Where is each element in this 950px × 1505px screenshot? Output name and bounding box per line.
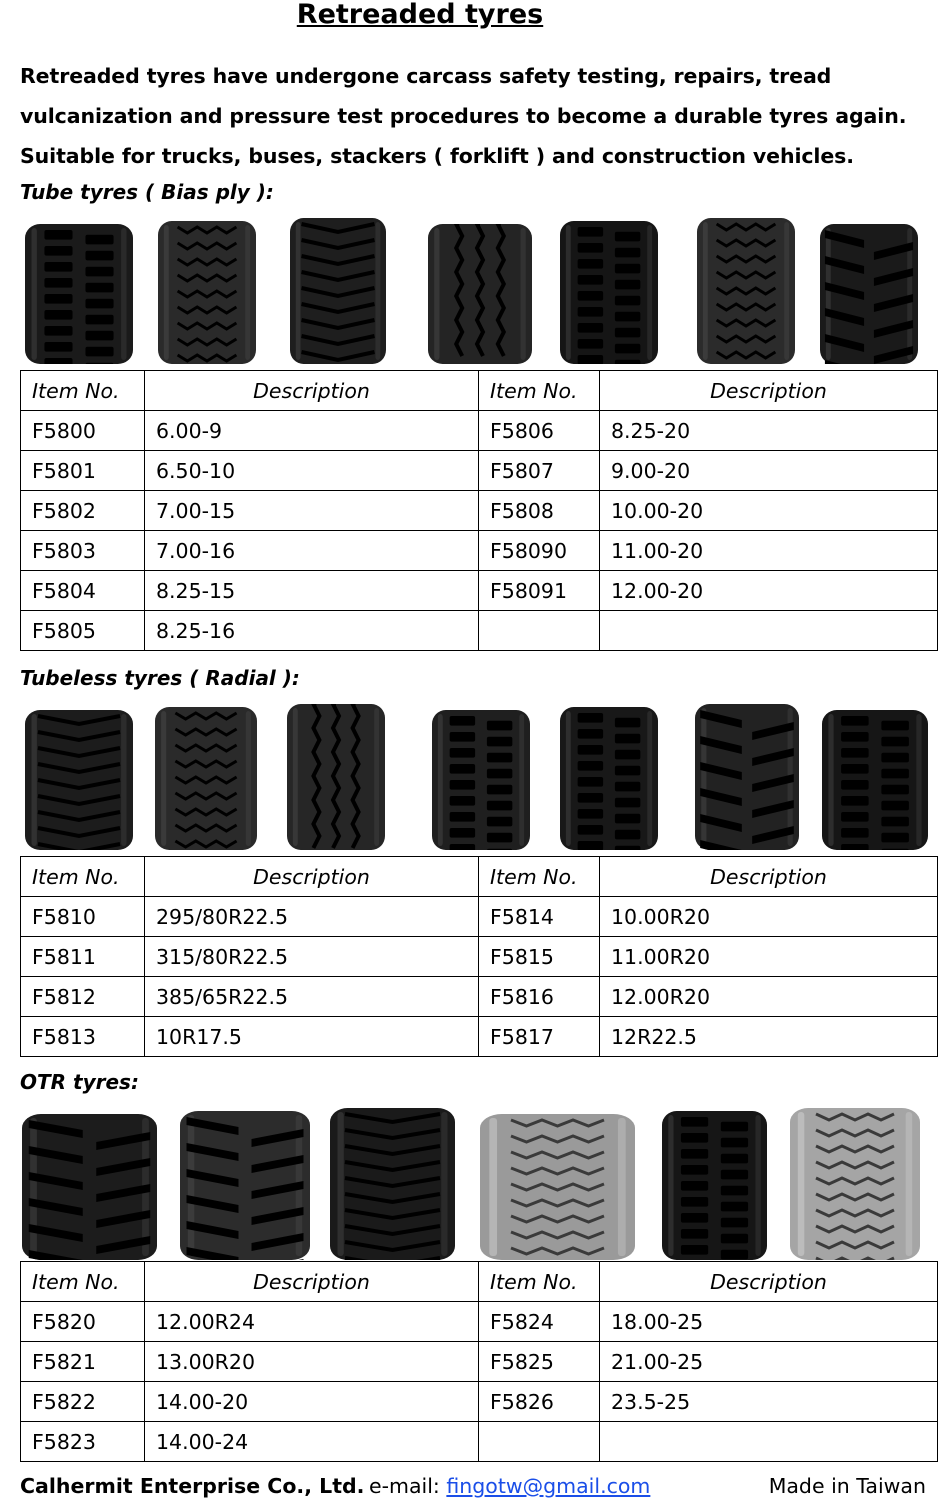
tyre-image xyxy=(290,218,386,364)
email-label: e-mail: xyxy=(369,1474,440,1498)
description-cell: 14.00-24 xyxy=(145,1422,479,1462)
tyre-image xyxy=(662,1111,767,1260)
description-cell: 6.50-10 xyxy=(145,451,479,491)
section-heading-otr: OTR tyres: xyxy=(20,1070,139,1094)
item-number-cell: F5801 xyxy=(21,451,145,491)
item-number-cell: F5826 xyxy=(479,1382,600,1422)
description-cell: 11.00R20 xyxy=(600,937,938,977)
table-header-row xyxy=(21,371,938,411)
tyre-image xyxy=(180,1111,310,1260)
description-cell: 385/65R22.5 xyxy=(145,977,479,1017)
table-header-row xyxy=(21,1262,938,1302)
item-number-cell: F5803 xyxy=(21,531,145,571)
tyre-image xyxy=(287,704,385,850)
description-cell: 9.00-20 xyxy=(600,451,938,491)
section-heading-tubeless: Tubeless tyres ( Radial ): xyxy=(20,666,300,690)
description-cell: 10.00-20 xyxy=(600,491,938,531)
description-cell xyxy=(600,611,938,651)
description-cell: 23.5-25 xyxy=(600,1382,938,1422)
tyre-image xyxy=(695,704,799,850)
page-title: Retreaded tyres xyxy=(296,0,544,30)
tyre-image xyxy=(25,710,133,850)
item-number-cell: F5805 xyxy=(21,611,145,651)
column-header-description: Description xyxy=(145,371,479,411)
tyre-image xyxy=(330,1108,455,1260)
item-number-cell: F5817 xyxy=(479,1017,600,1057)
table-row xyxy=(21,611,938,651)
table-header-row xyxy=(21,857,938,897)
column-header-item-no: Item No. xyxy=(21,1262,145,1302)
tyre-image xyxy=(560,221,658,364)
item-number-cell: F5800 xyxy=(21,411,145,451)
footer xyxy=(20,1470,930,1502)
item-number-cell: F5808 xyxy=(479,491,600,531)
description-cell: 295/80R22.5 xyxy=(145,897,479,937)
description-cell: 6.00-9 xyxy=(145,411,479,451)
table-row xyxy=(21,1302,938,1342)
column-header-description: Description xyxy=(600,857,938,897)
table-row xyxy=(21,491,938,531)
section-heading-tube: Tube tyres ( Bias ply ): xyxy=(20,180,274,204)
company-name: Calhermit Enterprise Co., Ltd. xyxy=(20,1474,365,1498)
description-cell: 18.00-25 xyxy=(600,1302,938,1342)
item-number-cell: F5802 xyxy=(21,491,145,531)
description-cell: 7.00-16 xyxy=(145,531,479,571)
tyre-image xyxy=(697,218,795,364)
column-header-item-no: Item No. xyxy=(479,371,600,411)
item-number-cell: F5813 xyxy=(21,1017,145,1057)
description-cell: 8.25-15 xyxy=(145,571,479,611)
tubeless-tyres-table xyxy=(20,856,938,1057)
item-number-cell: F5814 xyxy=(479,897,600,937)
tyre-images-tube xyxy=(0,218,950,364)
item-number-cell: F5825 xyxy=(479,1342,600,1382)
table-row xyxy=(21,411,938,451)
email-link[interactable]: fingotw@gmail.com xyxy=(446,1474,651,1498)
column-header-description: Description xyxy=(145,857,479,897)
item-number-cell: F5821 xyxy=(21,1342,145,1382)
description-cell: 14.00-20 xyxy=(145,1382,479,1422)
description-cell: 10.00R20 xyxy=(600,897,938,937)
tyre-image xyxy=(432,710,530,850)
item-number-cell: F58091 xyxy=(479,571,600,611)
column-header-description: Description xyxy=(600,371,938,411)
item-number-cell: F5807 xyxy=(479,451,600,491)
table-row xyxy=(21,977,938,1017)
tyre-image xyxy=(155,707,257,850)
description-cell: 13.00R20 xyxy=(145,1342,479,1382)
tube-tyres-table xyxy=(20,370,938,651)
table-row xyxy=(21,1017,938,1057)
item-number-cell: F5816 xyxy=(479,977,600,1017)
item-number-cell: F5820 xyxy=(21,1302,145,1342)
description-cell xyxy=(600,1422,938,1462)
description-cell: 11.00-20 xyxy=(600,531,938,571)
description-cell: 8.25-16 xyxy=(145,611,479,651)
tyre-image xyxy=(820,224,918,364)
table-row xyxy=(21,451,938,491)
table-row xyxy=(21,1382,938,1422)
item-number-cell: F5806 xyxy=(479,411,600,451)
tyre-image xyxy=(822,710,928,850)
tyre-image xyxy=(560,707,658,850)
description-cell: 12R22.5 xyxy=(600,1017,938,1057)
description-cell: 21.00-25 xyxy=(600,1342,938,1382)
description-cell: 315/80R22.5 xyxy=(145,937,479,977)
description-cell: 12.00R20 xyxy=(600,977,938,1017)
table-row xyxy=(21,897,938,937)
column-header-item-no: Item No. xyxy=(21,857,145,897)
item-number-cell: F5823 xyxy=(21,1422,145,1462)
otr-tyres-table xyxy=(20,1261,938,1462)
item-number-cell: F5815 xyxy=(479,937,600,977)
item-number-cell: F5824 xyxy=(479,1302,600,1342)
tyre-image xyxy=(25,224,133,364)
tyre-images-tubeless xyxy=(0,704,950,850)
description-cell: 7.00-15 xyxy=(145,491,479,531)
intro-paragraph: Retreaded tyres have undergone carcass safety testing, repairs, tread vulcanization and pressure test procedures to become a durable tyres again. Suitable for trucks, buses, stackers ( forklift ) and construction vehicles. xyxy=(20,64,907,168)
item-number-cell xyxy=(479,1422,600,1462)
description-cell: 12.00R24 xyxy=(145,1302,479,1342)
table-row xyxy=(21,1422,938,1462)
tyre-image xyxy=(428,224,532,364)
tyre-image xyxy=(480,1114,635,1260)
tyre-images-otr xyxy=(0,1108,950,1260)
column-header-description: Description xyxy=(145,1262,479,1302)
description-cell: 8.25-20 xyxy=(600,411,938,451)
description-cell: 10R17.5 xyxy=(145,1017,479,1057)
item-number-cell: F5822 xyxy=(21,1382,145,1422)
table-row xyxy=(21,531,938,571)
tyre-image xyxy=(790,1108,920,1260)
column-header-item-no: Item No. xyxy=(21,371,145,411)
column-header-item-no: Item No. xyxy=(479,857,600,897)
column-header-item-no: Item No. xyxy=(479,1262,600,1302)
item-number-cell: F5811 xyxy=(21,937,145,977)
item-number-cell: F5804 xyxy=(21,571,145,611)
column-header-description: Description xyxy=(600,1262,938,1302)
table-row xyxy=(21,937,938,977)
tyre-image xyxy=(158,221,256,364)
item-number-cell: F5812 xyxy=(21,977,145,1017)
table-row xyxy=(21,571,938,611)
table-row xyxy=(21,1342,938,1382)
made-in-label: Made in Taiwan xyxy=(768,1474,926,1498)
item-number-cell: F58090 xyxy=(479,531,600,571)
tyre-image xyxy=(22,1114,157,1260)
item-number-cell: F5810 xyxy=(21,897,145,937)
description-cell: 12.00-20 xyxy=(600,571,938,611)
item-number-cell xyxy=(479,611,600,651)
email-block xyxy=(369,1470,650,1502)
